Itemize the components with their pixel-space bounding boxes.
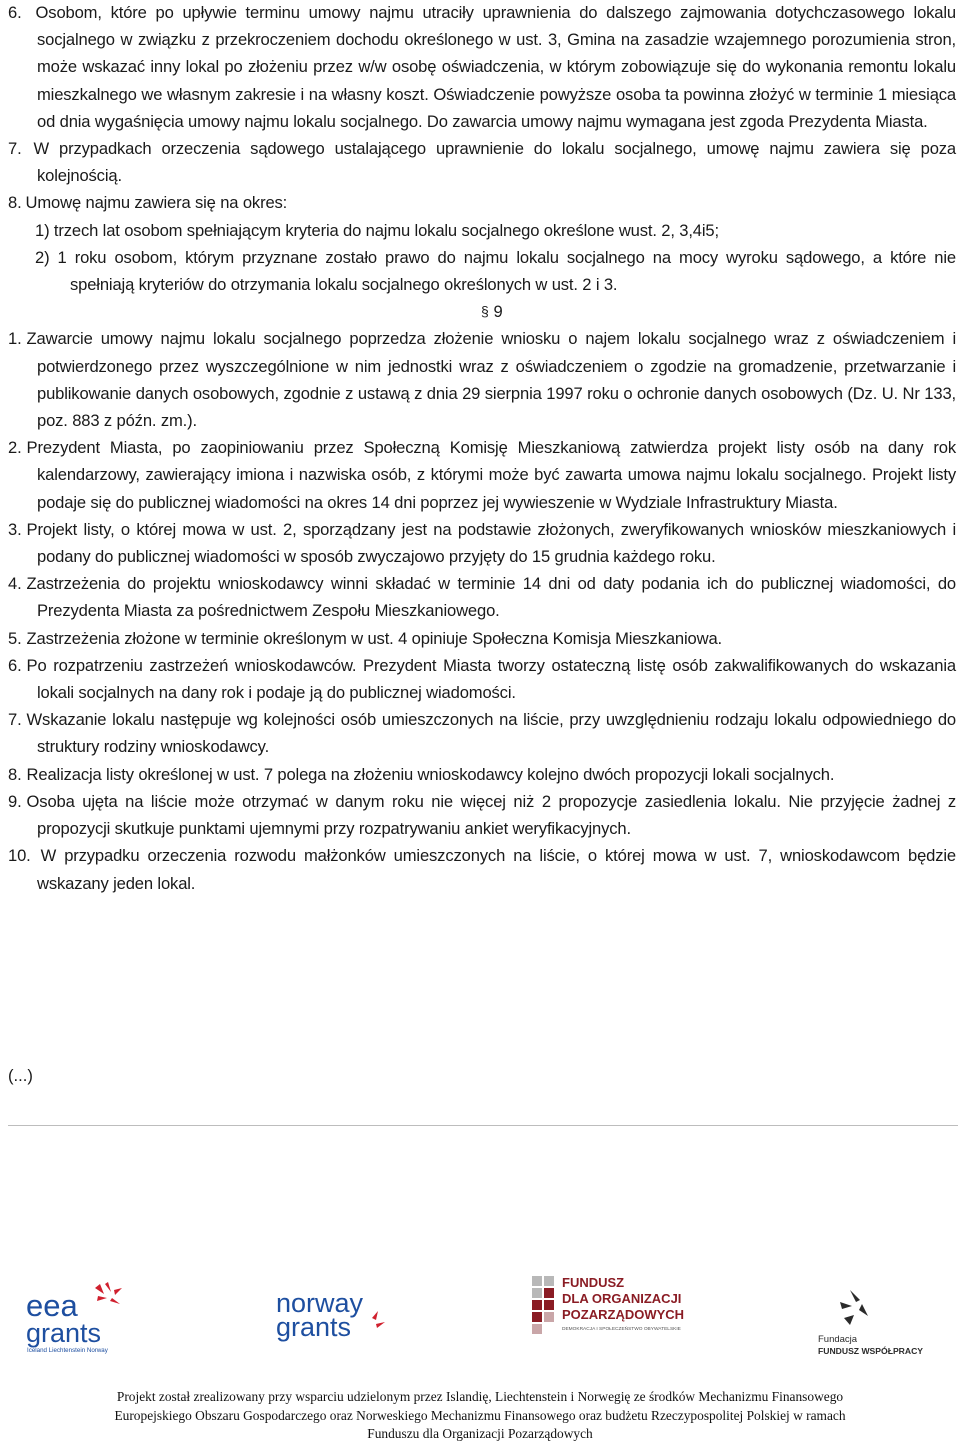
- svg-text:§: §: [481, 304, 490, 319]
- list-item: [8, 516, 956, 570]
- grants-word: grants: [26, 1318, 102, 1348]
- list-item: [8, 570, 956, 624]
- paragraph-6: [8, 0, 956, 135]
- svg-text:Fundacja: Fundacja: [818, 1334, 858, 1345]
- svg-text:FUNDUSZ: FUNDUSZ: [562, 1275, 625, 1290]
- list-item: [8, 842, 956, 896]
- sponsor-logos: [0, 1270, 960, 1370]
- item-number: 3.: [8, 519, 22, 539]
- document-body: [8, 0, 956, 897]
- svg-text:grants: grants: [276, 1312, 352, 1342]
- item-text: Projekt listy, o której mowa w ust. 2, sporządzany jest na podstawie złożonych, zweryfikowanych wniosków mieszkaniowych i podany do publicznej wiadomości w sposób zwyczajowo przyjęty do 15 grudnia każdego roku.: [26, 519, 956, 567]
- paragraph-8: [8, 189, 956, 216]
- fundusz-ngo-logo: [532, 1270, 722, 1344]
- eea-word: eea: [26, 1288, 78, 1323]
- svg-text:FUNDUSZ WSPÓŁPRACY: FUNDUSZ WSPÓŁPRACY: [818, 1346, 924, 1356]
- item-number: 8.: [8, 193, 22, 213]
- item-text: Wskazanie lokalu następuje wg kolejności osób umieszczonych na liście, przy uwzględnieniu rodzaju lokalu odpowiedniego do struktury rodziny wnioskodawcy.: [26, 710, 956, 757]
- item-text: Po rozpatrzeniu zastrzeżeń wnioskodawców. Prezydent Miasta tworzy ostateczną listę osób zakwalifikowanych do wskazania lokali socjalnych na dany rok i podaje ją do publicznej wiadomości.: [26, 655, 956, 703]
- list-item: [8, 652, 956, 706]
- fundacja-fundusz-wspolpracy-logo: [810, 1288, 930, 1372]
- ellipsis: (...): [8, 1066, 33, 1085]
- fundacja-icon: [810, 1288, 930, 1372]
- fundusz-ngo-icon: [532, 1270, 722, 1344]
- section-9-list: [8, 325, 956, 896]
- item-text: Umowę najmu zawiera się na okres:: [25, 193, 288, 213]
- svg-text:DEMOKRACJA I SPOŁECZEŃSTWO OBY: DEMOKRACJA I SPOŁECZEŃSTWO OBYWATELSKIE: [562, 1327, 681, 1332]
- paragraph-7: [8, 135, 956, 189]
- term-option-2: 2) 1 roku osobom, którym przyznane zostało prawo do najmu lokalu socjalnego na mocy wyroku sądowego, a które nie spełniają kryteriów do otrzymania lokalu socjalnego określonych w ust. 2 i 3.: [35, 247, 956, 295]
- item-text: W przypadkach orzeczenia sądowego ustalającego uprawnienie do lokalu socjalnego, umowę najmu zawiera się poza kolejnością.: [33, 139, 956, 186]
- funding-footer: [0, 1388, 960, 1444]
- item-text: Zastrzeżenia do projektu wnioskodawcy winni składać w terminie 14 dni od daty podania ich do publicznej wiadomości, do Prezydenta Miasta za pośrednictwem Zespołu Mieszkaniowego.: [26, 574, 956, 621]
- section-heading: [8, 298, 956, 325]
- item-text: Osobom, które po upływie terminu umowy najmu utraciły uprawnienia do dalszego zajmowania dotychczasowego lokalu socjalnego w związku z przekroczeniem dochodu określonego w ust. 3, Gmina na zasadzie wzajemnego porozumienia stron, może wskazać inny lokal po złożeniu przez w/w osobę oświadczenia, w którym zobowiązuje się do wykonania remontu lokalu mieszkalnego we własnym zakresie i na własny koszt. Oświadczenie powyższe osoba ta powinna złożyć w terminie 1 miesiąca od dnia wygaśnięcia umowy najmu lokalu socjalnego. Do zawarcia umowy najmu wymagana jest zgoda Prezydenta Miasta.: [35, 3, 956, 131]
- item-number: 7.: [8, 139, 22, 159]
- term-option-1: 1) trzech lat osobom spełniającym kryteria do najmu lokalu socjalnego określone wust. 2, 3,4i5;: [35, 220, 719, 240]
- item-number: 5.: [8, 628, 22, 648]
- list-item: [8, 788, 956, 842]
- footer-line-1: Projekt został zrealizowany przy wsparciu udzielonym przez Islandię, Liechtenstein i Norwegię ze środków Mechanizmu Finansowego: [116, 1389, 844, 1404]
- item-number: 4.: [8, 574, 22, 594]
- item-text: Zawarcie umowy najmu lokalu socjalnego poprzedza złożenie wniosku o najem lokalu socjalnego wraz z oświadczeniem i potwierdzonego przez wyszczególnione w nim jednostki wraz z oświadczeniem o zgodzie na gromadzenie, przetwarzanie i publikowanie danych osobowych, zgodnie z ustawą z dnia 29 sierpnia 1997 roku o ochronie danych osobowych (Dz. U. Nr 133, poz. 883 z późn. zm.).: [26, 329, 956, 431]
- svg-text:DLA ORGANIZACJI: DLA ORGANIZACJI: [562, 1291, 682, 1306]
- item-text: Osoba ujęta na liście może otrzymać w danym roku nie więcej niż 2 propozycje zasiedlenia lokalu. Nie przyjęcie żadnej z propozycji skutkuje punktami ujemnymi przy rozpatrywaniu ankiet weryfikacyjnych.: [26, 791, 956, 839]
- eea-grants-icon: [26, 1282, 136, 1354]
- item-text: Zastrzeżenia złożone w terminie określonym w ust. 4 opiniuje Społeczna Komisja Mieszkaniowa.: [26, 628, 722, 648]
- item-number: 10.: [8, 846, 31, 866]
- footer-line-3: Funduszu dla Organizacji Pozarządowych: [367, 1426, 593, 1442]
- list-item: [8, 761, 956, 788]
- item-number: 9.: [8, 791, 22, 811]
- section-number: 9: [493, 302, 503, 322]
- item-number: 8.: [8, 764, 22, 784]
- item-text: Prezydent Miasta, po zaopiniowaniu przez Społeczną Komisję Mieszkaniową zatwierdza projekt listy osób na dany rok kalendarzowy, zawierający imiona i nazwiska osób, z którymi może być zawarta umowa najmu lokalu socjalnego. Projekt listy podaje się do publicznej wiadomości na okres 14 dni poprzez jej wywieszenie w Wydziale Infrastruktury Miasta.: [26, 438, 956, 512]
- eea-tagline: Iceland Liechtenstein Norway: [27, 1347, 108, 1354]
- eea-grants-logo: [26, 1282, 136, 1354]
- svg-text:norway: norway: [276, 1288, 364, 1318]
- item-number: 7.: [8, 710, 22, 730]
- section-sign-icon: [481, 304, 491, 318]
- list-item: [8, 325, 956, 434]
- svg-text:POZARZĄDOWYCH: POZARZĄDOWYCH: [562, 1307, 685, 1322]
- item-number: 6.: [8, 655, 22, 675]
- footer-line-2: Europejskiego Obszaru Gospodarczego oraz Norweskiego Mechanizmu Finansowego oraz budżetu Rzeczypospolitej Polskiej w ramach: [114, 1407, 846, 1423]
- norway-grants-logo: [276, 1286, 396, 1346]
- list-item: [8, 625, 956, 652]
- divider: [8, 1125, 958, 1126]
- item-text: Realizacja listy określonej w ust. 7 polega na złożeniu wnioskodawcy kolejno dwóch propozycji lokali socjalnych.: [26, 764, 835, 784]
- item-number: 6.: [8, 3, 22, 22]
- item-text: W przypadku orzeczenia rozwodu małżonków umieszczonych na liście, o której mowa w ust. 7, wnioskodawcom będzie wskazany jeden lokal.: [37, 846, 956, 893]
- list-item: [8, 434, 956, 516]
- item-number: 1.: [8, 329, 22, 349]
- item-number: 2.: [8, 438, 22, 458]
- norway-grants-icon: [276, 1286, 396, 1346]
- list-item: [8, 706, 956, 760]
